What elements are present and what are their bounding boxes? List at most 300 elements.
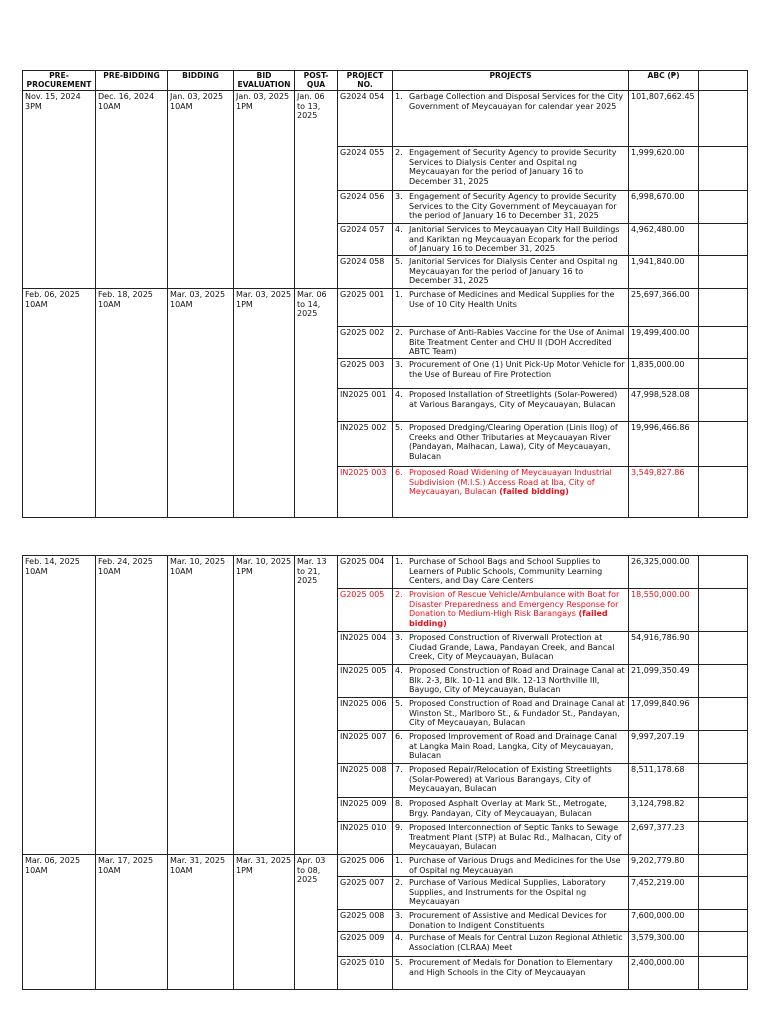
project-number: 6. xyxy=(395,467,403,477)
project-description xyxy=(409,878,626,907)
blank-cell xyxy=(699,327,748,359)
post-qua-date-text: Apr. 03 to 08, 2025 xyxy=(297,856,326,885)
header-post-qua: POST-QUA xyxy=(295,71,338,91)
abc-cell xyxy=(629,147,699,191)
project-entry xyxy=(395,290,626,309)
project-no: IN2025 005 xyxy=(340,666,387,675)
project-no: G2024 058 xyxy=(340,257,385,267)
abc-cell xyxy=(629,798,699,822)
project-title: Proposed Asphalt Overlay at Mark St., Metrogate, Brgy. Pandayan, City of Meycauayan, Bulacan xyxy=(409,799,607,818)
post-qua-date xyxy=(295,556,338,855)
project-number: 2. xyxy=(395,328,403,338)
project-no: IN2025 009 xyxy=(340,799,387,808)
project-entry xyxy=(395,590,626,628)
project-title: Proposed Interconnection of Septic Tanks to Sewage Treatment Plant (STP) at Bulac Rd., Malhacan, City of Meycauayan, Bulacan xyxy=(409,823,622,852)
abc-amount: 3,124,798.82 xyxy=(631,799,685,808)
abc-cell xyxy=(629,466,699,517)
project-description xyxy=(409,148,626,186)
pre-procurement-date-text: Nov. 15, 2024 3PM xyxy=(25,92,81,111)
header-pre-bidding: PRE-BIDDING xyxy=(96,71,168,91)
project-title: Janitorial Services to Meycauayan City Hall Buildings and Kariktan ng Meycauayan Ecopark for the period of January 16 to December 31, 2025 xyxy=(409,225,620,254)
abc-cell xyxy=(629,910,699,932)
blank-cell xyxy=(699,764,748,798)
abc-amount: 26,325,000.00 xyxy=(631,557,690,566)
project-no: G2025 002 xyxy=(340,328,385,338)
project-no: G2025 004 xyxy=(340,557,385,566)
bid-evaluation-date-text: Jan. 03, 2025 1PM xyxy=(236,92,290,111)
project-no-cell xyxy=(338,589,393,632)
abc-amount: 1,835,000.00 xyxy=(631,359,685,369)
abc-amount: 19,996,466.86 xyxy=(631,422,690,432)
project-cell xyxy=(393,932,629,957)
project-number: 3. xyxy=(395,911,403,921)
blank-cell xyxy=(699,466,748,517)
project-title: Engagement of Security Agency to provide Security Services to Dialysis Center and Ospital ng Meycauayan for the period of January 16 to December 31, 2025 xyxy=(409,148,617,186)
project-no: IN2025 004 xyxy=(340,633,387,642)
blank-cell xyxy=(699,289,748,327)
table-1-body xyxy=(23,91,748,518)
project-no-cell xyxy=(338,289,393,327)
pre-bidding-date-text: Feb. 24, 2025 10AM xyxy=(98,557,153,576)
project-description xyxy=(409,699,626,728)
project-entry xyxy=(395,468,626,497)
project-no-cell xyxy=(338,731,393,764)
project-entry xyxy=(395,856,626,875)
abc-amount: 7,452,219.00 xyxy=(631,878,685,888)
abc-amount: 54,916,786.90 xyxy=(631,633,690,642)
abc-amount: 4,962,480.00 xyxy=(631,225,685,235)
project-entry xyxy=(395,933,626,952)
abc-cell xyxy=(629,665,699,698)
project-no-cell xyxy=(338,632,393,665)
project-cell xyxy=(393,877,629,910)
post-qua-date xyxy=(295,289,338,518)
project-cell xyxy=(393,910,629,932)
project-no-cell xyxy=(338,698,393,731)
project-title: Engagement of Security Agency to provide Security Services to the City Government of Meycauayan for the period of January 16 to December 31, 2025 xyxy=(409,192,617,221)
project-description xyxy=(409,257,626,286)
project-entry xyxy=(395,360,626,379)
abc-amount: 1,941,840.00 xyxy=(631,257,685,267)
project-no-cell xyxy=(338,388,393,421)
project-entry xyxy=(395,911,626,930)
project-description xyxy=(409,360,626,379)
project-no: G2025 008 xyxy=(340,911,385,921)
abc-cell xyxy=(629,855,699,877)
blank-cell xyxy=(699,358,748,388)
post-qua-date xyxy=(295,91,338,289)
project-number: 4. xyxy=(395,389,403,399)
project-cell xyxy=(393,698,629,731)
blank-cell xyxy=(699,698,748,731)
blank-cell xyxy=(699,877,748,910)
abc-cell xyxy=(629,632,699,665)
project-cell xyxy=(393,632,629,665)
project-description xyxy=(409,856,626,875)
project-no-cell xyxy=(338,91,393,147)
bidding-date xyxy=(168,855,234,990)
project-title: Proposed Construction of Road and Drainage Canal at Winston St., Marlboro St., & Fundador St., Pandayan, City of Meycauayan, Bulacan xyxy=(409,699,625,728)
project-title: Purchase of Various Medical Supplies, Laboratory Supplies, and Instruments for the Ospital ng Meycauayan xyxy=(409,878,606,907)
project-description xyxy=(409,933,626,952)
procurement-schedule-table-2 xyxy=(22,555,748,990)
project-description xyxy=(409,423,626,461)
bidding-date xyxy=(168,556,234,855)
pre-procurement-date-text: Feb. 14, 2025 10AM xyxy=(25,557,80,576)
abc-amount: 6,998,670.00 xyxy=(631,192,685,202)
project-cell xyxy=(393,327,629,359)
blank-cell xyxy=(699,589,748,632)
project-no-cell xyxy=(338,466,393,517)
project-description xyxy=(409,911,626,930)
project-cell xyxy=(393,388,629,421)
header-bid-evaluation: BID EVALUATION xyxy=(234,71,295,91)
project-no: IN2025 006 xyxy=(340,699,387,708)
abc-cell xyxy=(629,556,699,589)
blank-cell xyxy=(699,256,748,289)
project-title: Proposed Construction of Riverwall Protection at Ciudad Grande, Lawa, Pandayan Creek, and Bancal Creek, City of Meycauayan, Bulacan xyxy=(409,633,615,662)
bidding-date-text: Mar. 10, 2025 10AM xyxy=(170,557,226,576)
project-entry xyxy=(395,699,626,728)
project-cell xyxy=(393,822,629,855)
project-no-cell xyxy=(338,764,393,798)
table-row xyxy=(23,556,748,589)
project-cell xyxy=(393,957,629,990)
pre-procurement-date-text: Feb. 06, 2025 10AM xyxy=(25,290,80,309)
blank-cell xyxy=(699,822,748,855)
project-description xyxy=(409,468,626,497)
project-number: 3. xyxy=(395,192,403,202)
project-no: IN2025 007 xyxy=(340,732,387,741)
pre-bidding-date-text: Dec. 16, 2024 10AM xyxy=(98,92,155,111)
project-title: Proposed Construction of Road and Drainage Canal at Blk. 2-3, Blk. 10-11 and Blk. 12-13 Northville III, Bayugo, City of Meycauayan, Bulacan xyxy=(409,666,625,695)
blank-cell xyxy=(699,855,748,877)
project-number: 5. xyxy=(395,422,403,432)
blank-cell xyxy=(699,957,748,990)
table-row xyxy=(23,855,748,877)
blank-cell xyxy=(699,388,748,421)
table-row xyxy=(23,91,748,147)
project-description xyxy=(409,192,626,221)
project-entry xyxy=(395,666,626,695)
bid-evaluation-date xyxy=(234,556,295,855)
bidding-date-text: Mar. 31, 2025 10AM xyxy=(170,856,226,875)
project-number: 4. xyxy=(395,666,403,675)
pre-bidding-date xyxy=(96,556,168,855)
project-no: G2024 057 xyxy=(340,225,385,235)
project-entry xyxy=(395,557,626,586)
pre-bidding-date-text: Mar. 17, 2025 10AM xyxy=(98,856,154,875)
blank-cell xyxy=(699,147,748,191)
abc-amount: 101,807,662.45 xyxy=(631,92,695,102)
project-cell xyxy=(393,91,629,147)
abc-amount: 17,099,840.96 xyxy=(631,699,690,708)
table-row xyxy=(23,289,748,327)
header-projects: PROJECTS xyxy=(393,71,629,91)
project-entry xyxy=(395,423,626,461)
post-qua-date-text: Mar. 06 to 14, 2025 xyxy=(297,290,327,319)
project-number: 1. xyxy=(395,856,403,865)
pre-procurement-date xyxy=(23,289,96,518)
abc-cell xyxy=(629,764,699,798)
project-no: IN2025 008 xyxy=(340,765,387,774)
project-cell xyxy=(393,556,629,589)
bid-evaluation-date-text: Mar. 31, 2025 1PM xyxy=(236,856,292,875)
project-number: 7. xyxy=(395,765,403,774)
blank-cell xyxy=(699,910,748,932)
project-entry xyxy=(395,148,626,186)
abc-amount: 25,697,366.00 xyxy=(631,290,690,300)
project-description xyxy=(409,765,626,794)
bidding-date-text: Mar. 03, 2025 10AM xyxy=(170,290,226,309)
abc-amount: 47,998,528.08 xyxy=(631,389,690,399)
project-title: Procurement of Assistive and Medical Devices for Donation to Indigent Constituents xyxy=(409,911,607,930)
project-description xyxy=(409,225,626,254)
project-no: G2024 054 xyxy=(340,92,385,102)
project-entry xyxy=(395,958,626,977)
project-no-cell xyxy=(338,910,393,932)
project-description xyxy=(409,390,626,409)
project-title: Purchase of Meals for Central Luzon Regional Athletic Association (CLRAA) Meet xyxy=(409,933,623,952)
project-description xyxy=(409,732,626,761)
project-number: 5. xyxy=(395,257,403,267)
failed-bidding-note: (failed bidding) xyxy=(409,609,608,628)
project-no: G2025 001 xyxy=(340,290,385,300)
project-entry xyxy=(395,823,626,852)
project-description xyxy=(409,666,626,695)
project-number: 3. xyxy=(395,359,403,369)
project-no-cell xyxy=(338,147,393,191)
post-qua-date xyxy=(295,855,338,990)
project-entry xyxy=(395,732,626,761)
abc-cell xyxy=(629,289,699,327)
abc-amount: 19,499,400.00 xyxy=(631,328,690,338)
project-cell xyxy=(393,466,629,517)
project-no-cell xyxy=(338,556,393,589)
abc-amount: 7,600,000.00 xyxy=(631,911,685,921)
project-number: 4. xyxy=(395,225,403,235)
project-number: 1. xyxy=(395,290,403,300)
project-no-cell xyxy=(338,358,393,388)
project-title: Janitorial Services for Dialysis Center and Ospital ng Meycauayan for the period of January 16 to December 31, 2025 xyxy=(409,257,618,286)
post-qua-date-text: Mar. 13 to 21, 2025 xyxy=(297,557,327,586)
table-2-body xyxy=(23,556,748,990)
bid-evaluation-date xyxy=(234,289,295,518)
abc-cell xyxy=(629,957,699,990)
project-title: Proposed Repair/Relocation of Existing Streetlights (Solar-Powered) at Various Barangays, City of Meycauayan, Bulacan xyxy=(409,765,612,794)
abc-amount: 8,511,178.68 xyxy=(631,765,685,774)
header-abc: ABC (₱) xyxy=(629,71,699,91)
project-description xyxy=(409,590,626,628)
pre-bidding-date xyxy=(96,289,168,518)
header-project-no: PROJECT NO. xyxy=(338,71,393,91)
project-no-cell xyxy=(338,421,393,466)
blank-cell xyxy=(699,932,748,957)
blank-cell xyxy=(699,556,748,589)
project-number: 4. xyxy=(395,933,403,943)
project-no-cell xyxy=(338,957,393,990)
project-cell xyxy=(393,289,629,327)
abc-amount: 9,202,779.80 xyxy=(631,856,685,865)
project-number: 9. xyxy=(395,823,403,832)
header-pre-procurement: PRE-PROCUREMENT xyxy=(23,71,96,91)
project-description xyxy=(409,823,626,852)
project-description xyxy=(409,328,626,357)
blank-cell xyxy=(699,665,748,698)
project-no: IN2025 003 xyxy=(340,467,387,477)
abc-amount: 3,549,827.86 xyxy=(631,467,685,477)
project-entry xyxy=(395,799,626,818)
project-no: G2025 005 xyxy=(340,590,385,599)
project-number: 1. xyxy=(395,92,403,102)
project-cell xyxy=(393,589,629,632)
project-entry xyxy=(395,878,626,907)
project-cell xyxy=(393,764,629,798)
project-title: Procurement of Medals for Donation to Elementary and High Schools in the City of Meycauayan xyxy=(409,958,613,977)
project-description xyxy=(409,799,626,818)
project-entry xyxy=(395,390,626,409)
project-title: Proposed Dredging/Clearing Operation (Linis Ilog) of Creeks and Other Tributaries at Meycauayan River (Pandayan, Malhacan, Lawa), City of Meycauayan, Bulacan xyxy=(409,422,618,461)
project-title: Purchase of Medicines and Medical Supplies for the Use of 10 City Health Units xyxy=(409,290,615,309)
project-title: Purchase of School Bags and School Supplies to Learners of Public Schools, Community Learning Centers, and Day Care Centers xyxy=(409,557,603,586)
blank-cell xyxy=(699,421,748,466)
blank-cell xyxy=(699,191,748,224)
project-description xyxy=(409,958,626,977)
project-cell xyxy=(393,224,629,256)
pre-procurement-date xyxy=(23,91,96,289)
abc-amount: 9,997,207.19 xyxy=(631,732,685,741)
abc-amount: 1,999,620.00 xyxy=(631,148,685,158)
project-entry xyxy=(395,257,626,286)
header-blank xyxy=(699,71,748,91)
abc-cell xyxy=(629,421,699,466)
bid-evaluation-date-text: Mar. 03, 2025 1PM xyxy=(236,290,292,309)
abc-cell xyxy=(629,327,699,359)
blank-cell xyxy=(699,91,748,147)
procurement-schedule-table-1 xyxy=(22,70,748,518)
abc-cell xyxy=(629,822,699,855)
abc-cell xyxy=(629,191,699,224)
project-entry xyxy=(395,192,626,221)
project-no: G2025 006 xyxy=(340,856,385,865)
header-bidding: BIDDING xyxy=(168,71,234,91)
project-no-cell xyxy=(338,191,393,224)
abc-cell xyxy=(629,256,699,289)
project-number: 8. xyxy=(395,799,403,808)
project-cell xyxy=(393,665,629,698)
pre-bidding-date xyxy=(96,91,168,289)
project-entry xyxy=(395,92,626,111)
blank-cell xyxy=(699,632,748,665)
abc-amount: 21,099,350.49 xyxy=(631,666,690,675)
project-number: 1. xyxy=(395,557,403,566)
project-no-cell xyxy=(338,327,393,359)
project-cell xyxy=(393,147,629,191)
project-number: 5. xyxy=(395,699,403,708)
project-title: Procurement of One (1) Unit Pick-Up Motor Vehicle for the Use of Bureau of Fire Protection xyxy=(409,359,625,379)
abc-cell xyxy=(629,932,699,957)
pre-procurement-date xyxy=(23,855,96,990)
abc-cell xyxy=(629,358,699,388)
project-no: G2025 009 xyxy=(340,933,385,943)
project-cell xyxy=(393,855,629,877)
project-title: Proposed Road Widening of Meycauayan Industrial Subdivision (M.I.S.) Access Road at Iba, City of Meycauayan, Bulacan xyxy=(409,467,612,497)
project-cell xyxy=(393,191,629,224)
project-description xyxy=(409,92,626,111)
pre-bidding-date-text: Feb. 18, 2025 10AM xyxy=(98,290,153,309)
abc-cell xyxy=(629,91,699,147)
project-title: Provision of Rescue Vehicle/Ambulance with Boat for Disaster Preparedness and Emergency Response for Donation to Medium-High Risk Barangays xyxy=(409,590,620,619)
pre-procurement-date-text: Mar. 06, 2025 10AM xyxy=(25,856,81,875)
blank-cell xyxy=(699,224,748,256)
project-no-cell xyxy=(338,798,393,822)
project-number: 2. xyxy=(395,148,403,158)
project-no-cell xyxy=(338,855,393,877)
project-no-cell xyxy=(338,224,393,256)
project-number: 5. xyxy=(395,958,403,968)
blank-cell xyxy=(699,798,748,822)
project-entry xyxy=(395,225,626,254)
project-entry xyxy=(395,633,626,662)
abc-cell xyxy=(629,224,699,256)
abc-amount: 3,579,300.00 xyxy=(631,933,685,943)
abc-cell xyxy=(629,731,699,764)
project-title: Purchase of Anti-Rabies Vaccine for the Use of Animal Bite Treatment Center and CHU II (DOH Accredited ABTC Team) xyxy=(409,328,625,357)
project-no-cell xyxy=(338,932,393,957)
project-no-cell xyxy=(338,822,393,855)
project-title: Purchase of Various Drugs and Medicines for the Use of Ospital ng Meycauayan xyxy=(409,856,621,875)
project-description xyxy=(409,557,626,586)
bidding-date xyxy=(168,289,234,518)
project-title: Garbage Collection and Disposal Services for the City Government of Meycauayan for calendar year 2025 xyxy=(409,92,624,111)
bid-evaluation-date-text: Mar. 10, 2025 1PM xyxy=(236,557,292,576)
project-no: G2024 055 xyxy=(340,148,385,158)
post-qua-date-text: Jan. 06 to 13, 2025 xyxy=(297,92,325,121)
project-number: 3. xyxy=(395,633,403,642)
project-no: G2024 056 xyxy=(340,192,385,202)
project-cell xyxy=(393,798,629,822)
bidding-date-text: Jan. 03, 2025 10AM xyxy=(170,92,224,111)
project-entry xyxy=(395,328,626,357)
project-description xyxy=(409,633,626,662)
abc-cell xyxy=(629,698,699,731)
project-no: G2025 003 xyxy=(340,359,385,369)
project-no-cell xyxy=(338,256,393,289)
abc-cell xyxy=(629,388,699,421)
failed-bidding-note: (failed bidding) xyxy=(499,487,569,497)
project-no: IN2025 002 xyxy=(340,422,387,432)
project-no: G2025 007 xyxy=(340,878,385,888)
blank-cell xyxy=(699,731,748,764)
abc-amount: 2,400,000.00 xyxy=(631,958,685,968)
pre-procurement-date xyxy=(23,556,96,855)
project-title: Proposed Improvement of Road and Drainage Canal at Langka Main Road, Langka, City of Meycauayan, Bulacan xyxy=(409,732,617,761)
abc-amount: 18,550,000.00 xyxy=(631,590,690,599)
pre-bidding-date xyxy=(96,855,168,990)
abc-cell xyxy=(629,877,699,910)
abc-cell xyxy=(629,589,699,632)
project-no: IN2025 010 xyxy=(340,823,387,832)
project-no-cell xyxy=(338,665,393,698)
project-no: G2025 010 xyxy=(340,958,385,968)
project-cell xyxy=(393,256,629,289)
bid-evaluation-date xyxy=(234,855,295,990)
project-description xyxy=(409,290,626,309)
project-number: 6. xyxy=(395,732,403,741)
project-entry xyxy=(395,765,626,794)
bid-evaluation-date xyxy=(234,91,295,289)
project-no: IN2025 001 xyxy=(340,389,387,399)
